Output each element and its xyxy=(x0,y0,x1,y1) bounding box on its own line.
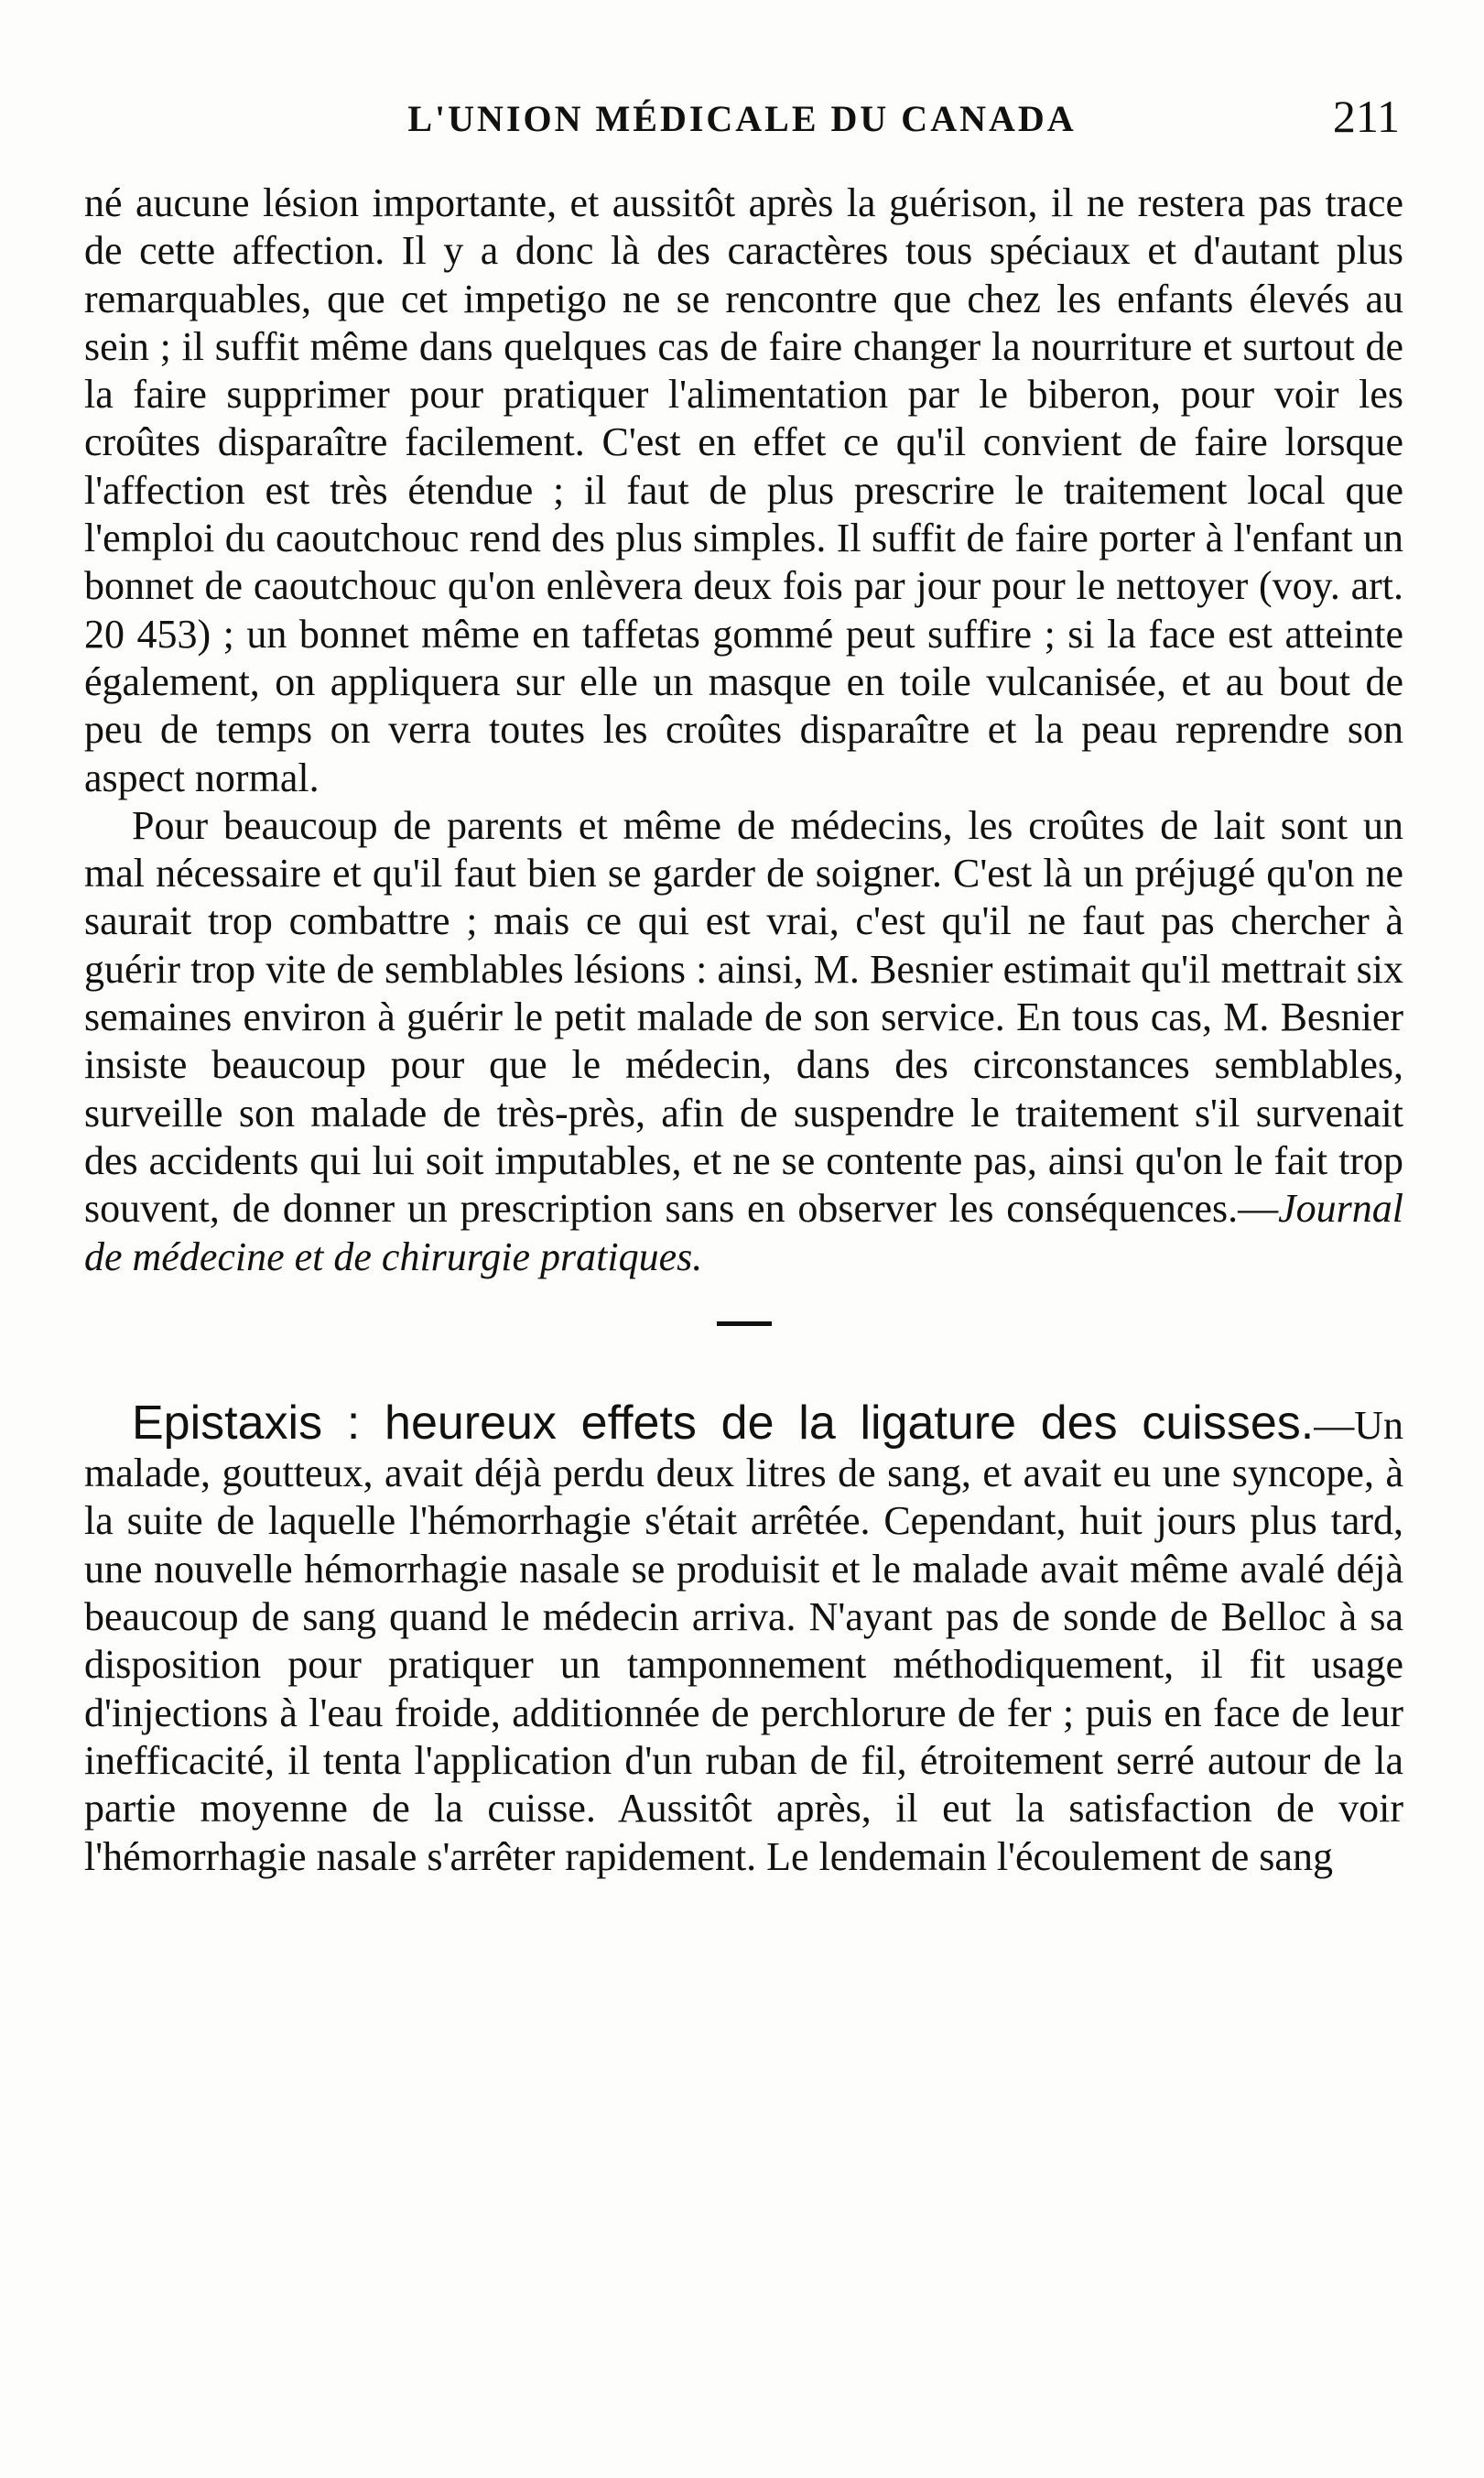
running-header xyxy=(84,88,1400,152)
journal-citation: Journal de médecine et de chirurgie pratiques. xyxy=(84,1186,1403,1279)
page-number: 211 xyxy=(1332,91,1400,142)
paragraph xyxy=(84,802,1403,1281)
section-separator xyxy=(717,1321,772,1326)
running-title: L'UNION MÉDICALE DU CANADA xyxy=(407,98,1077,139)
paragraph-continued xyxy=(84,179,1403,802)
section-paragraph xyxy=(84,1396,1403,1881)
paragraph-text: né aucune lésion importante, et aussitôt après la guérison, il ne restera pas trace de cette affection. Il y a donc là des caractères tous spéciaux et d'autant plus remarquables, que cet impetigo ne se rencontre que chez les enfants élevés au sein ; il suffit même dans quelques cas de faire changer la nourriture et surtout de la faire supprimer pour pratiquer l'alimentation par le biberon, pour voir les croûtes disparaître facilement. C'est en effet ce qu'il convient de faire lorsque l'affection est très étendue ; il faut de plus prescrire le traitement local que l'emploi du caoutchouc rend des plus simples. Il suffit de faire porter à l'enfant un bonnet de caoutchouc qu'on enlèvera deux fois par jour pour le nettoyer (voy. art. 20 453) ; un bonnet même en taffetas gommé peut suffire ; si la face est atteinte également, on appliquera sur elle un masque en toile vulcanisée, et au bout de peu de temps on verra toutes les croûtes disparaître et la peau reprendre son aspect normal. xyxy=(84,180,1403,800)
section-title: Epistaxis : heureux effets de la ligature des cuisses. xyxy=(132,1396,1315,1450)
section-text: —Un malade, goutteux, avait déjà perdu deux litres de sang, et avait eu une syncope, à la suite de laquelle l'hémorrhagie s'était arrêtée. Cependant, huit jours plus tard, une nouvelle hémorrhagie nasale se produisit et le malade avait même avalé déjà beaucoup de sang quand le médecin arriva. N'ayant pas de sonde de Belloc à sa disposition pour pratiquer un tamponnement méthodiquement, il fit usage d'injections à l'eau froide, additionnée de perchlorure de fer ; puis en face de leur inefficacité, il tenta l'application d'un ruban de fil, étroitement serré autour de la partie moyenne de la cuisse. Aussitôt après, il eut la satisfaction de voir l'hémorrhagie nasale s'arrêter rapidement. Le lendemain l'écoulement de sang xyxy=(84,1402,1403,1879)
body-text xyxy=(84,179,1403,1881)
paragraph-text: Pour beaucoup de parents et même de médecins, les croûtes de lait sont un mal nécessaire et qu'il faut bien se garder de soigner. C'est là un préjugé qu'on ne saurait trop combattre ; mais ce qui est vrai, c'est qu'il ne faut pas chercher à guérir trop vite de semblables lésions : ainsi, M. Besnier estimait qu'il mettrait six semaines environ à guérir le petit malade de son service. En tous cas, M. Besnier insiste beaucoup pour que le médecin, dans des circonstances semblables, surveille son malade de très-près, afin de suspendre le traitement s'il survenait des accidents qui lui soit imputables, et ne se contente pas, ainsi qu'on le fait trop souvent, de donner un prescription sans en observer les conséquences.— xyxy=(84,802,1403,1232)
